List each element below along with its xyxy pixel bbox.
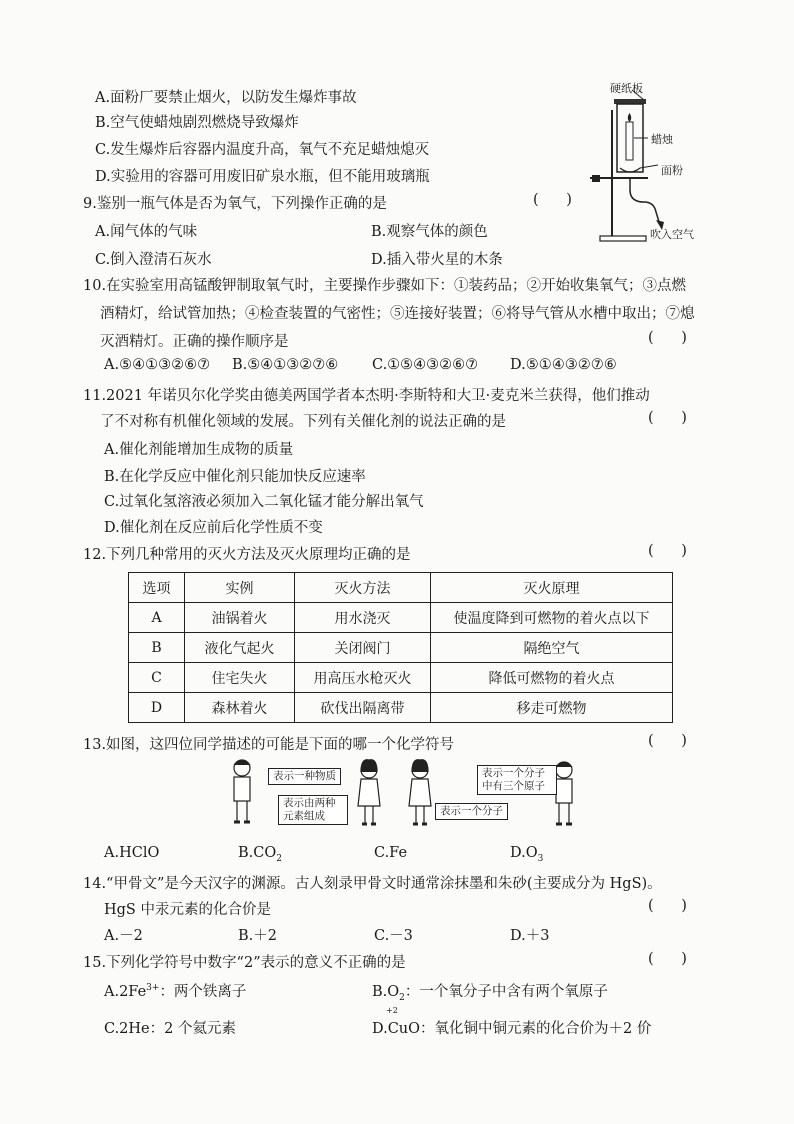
table-cell: 用水浇灭 (295, 603, 431, 633)
q10-stem-line2: 酒精灯，给试管加热；④检查装置的气密性；⑤连接好装置；⑥将导气管从水槽中取出；⑦熄 (100, 306, 695, 322)
q13-answer-blank: ( ) (648, 733, 687, 749)
q8-option-b: B.空气使蜡烛剧烈燃烧导致爆炸 (95, 115, 299, 131)
q9-option-a: A.闻气体的气味 (95, 224, 198, 240)
q9-stem: 9.鉴别一瓶气体是否为氧气，下列操作正确的是 (83, 196, 387, 212)
q13-option-c: C.Fe (374, 845, 408, 861)
q11-option-c: C.过氧化氢溶液必须加入二氧化锰才能分解出氧气 (104, 494, 424, 510)
q14-answer-blank: ( ) (648, 898, 687, 914)
q10-option-a: A.⑤④①③②⑥⑦ (104, 357, 211, 373)
q13-option-b: $B.CO_2$ (238, 845, 282, 864)
student-figure (358, 760, 380, 824)
table-header: 实例 (185, 573, 295, 603)
q10-answer-blank: ( ) (648, 330, 687, 346)
flour-explosion-apparatus (586, 80, 706, 248)
student-figure (409, 760, 431, 824)
table-cell: 关闭阀门 (295, 633, 431, 663)
q9-option-d: D.插入带火星的木条 (371, 252, 503, 268)
q13-stem: 13.如图，这四位同学描述的可能是下面的哪一个化学符号 (83, 737, 455, 753)
q11-option-a: A.催化剂能增加生成物的质量 (104, 442, 294, 458)
q12-stem: 12.下列几种常用的灭火方法及灭火原理均正确的是 (83, 547, 411, 563)
table-header: 选项 (129, 573, 185, 603)
table-cell: A (129, 603, 185, 633)
q15-stem: 15.下列化学符号中数字“2”表示的意义不正确的是 (83, 955, 406, 971)
table-cell: 住宅失火 (185, 663, 295, 693)
figure-label-air: 吹入空气 (650, 228, 694, 241)
fire-methods-table (128, 572, 673, 723)
speech-bubble-2: 表示由两种元素组成 (278, 795, 348, 825)
q11-stem-line2: 了不对称有机催化领域的发展。下列有关催化剂的说法正确的是 (100, 414, 506, 430)
q14-option-d: D.＋3 (510, 928, 550, 944)
table-row (129, 693, 673, 723)
q10-option-b: B.⑤④①③②⑦⑥ (232, 357, 339, 373)
q14-stem-line1: 14.“甲骨文”是今天汉字的渊源。古人刻录甲骨文时通常涂抹墨和朱砂(主要成分为 HgS)。 (83, 876, 662, 892)
table-cell: 液化气起火 (185, 633, 295, 663)
table-header: 灭火原理 (431, 573, 673, 603)
q14-option-c: C.－3 (374, 928, 413, 944)
table-cell: 隔绝空气 (431, 633, 673, 663)
table-cell: D (129, 693, 185, 723)
q8-option-a: A.面粉厂要禁止烟火，以防发生爆炸事故 (95, 90, 357, 106)
table-row (129, 633, 673, 663)
table-cell: 用高压水枪灭火 (295, 663, 431, 693)
q14-option-b: B.＋2 (238, 928, 277, 944)
q8-option-d: D.实验用的容器可用废旧矿泉水瓶，但不能用玻璃瓶 (95, 169, 430, 185)
q15-option-c: C.2He：2 个氦元素 (104, 1021, 236, 1037)
speech-bubble-1: 表示一种物质 (268, 768, 341, 785)
q11-option-b: B.在化学反应中催化剂只能加快反应速率 (104, 469, 366, 485)
table-cell: 砍伐出隔离带 (295, 693, 431, 723)
table-header: 灭火方法 (295, 573, 431, 603)
q13-option-d: $D.O_3$ (510, 845, 544, 864)
figure-label-board: 硬纸板 (610, 82, 643, 95)
q15-answer-blank: ( ) (648, 951, 687, 967)
q8-option-c: C.发生爆炸后容器内温度升高，氧气不充足蜡烛熄灭 (95, 142, 430, 158)
student-figure (234, 760, 250, 822)
figure-label-candle: 蜡烛 (651, 133, 673, 146)
q11-answer-blank: ( ) (648, 410, 687, 426)
student-figure (556, 762, 572, 824)
q12-answer-blank: ( ) (648, 543, 687, 559)
table-cell: 油锅着火 (185, 603, 295, 633)
q14-stem-line2: HgS 中汞元素的化合价是 (104, 902, 271, 918)
table-cell: 森林着火 (185, 693, 295, 723)
table-header-row (129, 573, 673, 603)
q11-stem-line1: 11.2021 年诺贝尔化学奖由德美两国学者本杰明·李斯特和大卫·麦克米兰获得，他们推动 (83, 388, 650, 404)
q9-answer-blank: ( ) (533, 192, 572, 208)
q10-option-c: C.①⑤④③②⑥⑦ (372, 357, 479, 373)
q11-option-d: D.催化剂在反应前后化学性质不变 (104, 520, 323, 536)
q15-valence-mark: +2 (386, 1006, 398, 1015)
table-cell: 移走可燃物 (431, 693, 673, 723)
speech-bubble-3: 表示一个分子 (435, 803, 508, 820)
q15-option-b: $B.O_2$：一个氧分子中含有两个氧原子 (372, 984, 608, 1003)
speech-bubble-4: 表示一个分子中有三个原子 (477, 765, 557, 795)
table-row (129, 603, 673, 633)
table-cell: 降低可燃物的着火点 (431, 663, 673, 693)
q15-option-d: D.CuO：氧化铜中铜元素的化合价为＋2 价 (372, 1021, 652, 1037)
table-cell: B (129, 633, 185, 663)
table-cell: 使温度降到可燃物的着火点以下 (431, 603, 673, 633)
q10-stem-line1: 10.在实验室用高锰酸钾制取氧气时，主要操作步骤如下：①装药品；②开始收集氧气；③点燃 (83, 278, 687, 294)
q14-option-a: A.－2 (104, 928, 143, 944)
q9-option-c: C.倒入澄清石灰水 (95, 252, 212, 268)
q13-option-a: A.HClO (104, 845, 160, 861)
q9-option-b: B.观察气体的颜色 (371, 224, 488, 240)
figure-label-flour: 面粉 (661, 164, 683, 177)
q10-stem-line3: 灭酒精灯。正确的操作顺序是 (100, 334, 289, 350)
table-row (129, 663, 673, 693)
table-cell: C (129, 663, 185, 693)
q15-option-a: $A.2Fe^{3+}$：两个铁离子 (104, 983, 247, 1000)
q10-option-d: D.⑤①④③②⑦⑥ (510, 357, 617, 373)
